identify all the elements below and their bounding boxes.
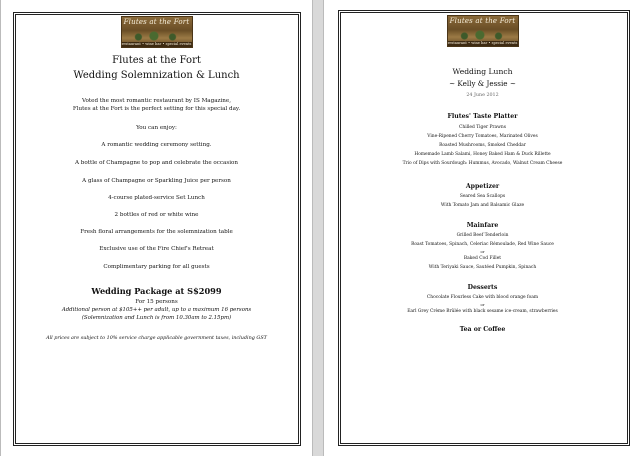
left-logo: [121, 16, 193, 48]
price-footnote: All prices are subject to 10% service charge applicable government taxes, including GST: [46, 335, 267, 341]
section-heading: Mainfare: [466, 222, 499, 229]
menu-item: With Teriyaki Sauce, Sautéed Pumpkin, Spinach: [428, 265, 537, 270]
feature-item: 4-course plated-service Set Lunch: [108, 195, 205, 201]
menu-item: Roast Tomatoes, Spinach, Celeriac Rémoulade, Red Wine Sauce: [411, 242, 554, 247]
section-heading: Appetizer: [465, 183, 500, 190]
feature-item: Fresh floral arrangements for the solemnization table: [80, 229, 233, 235]
intro-line-1: Voted the most romantic restaurant by IS Magazine,: [82, 98, 231, 104]
menu-item: Trio of Dips with Sourdough: Hummus, Avocado, Walnut Cream Cheese: [402, 161, 563, 166]
intro-line-2: Flutes at the Fort is the perfect setting for this special day.: [72, 106, 241, 112]
feature-item: 2 bottles of red or white wine: [114, 212, 199, 218]
right-page: [323, 0, 640, 456]
menu-item: Earl Grey Crème Brûlée with black sesame ice-cream, strawberries: [407, 309, 558, 314]
logo-title: Flutes at the Fort: [123, 18, 190, 26]
right-logo: [447, 15, 519, 47]
section-heading: Desserts: [467, 284, 498, 291]
package-time: (Solemnization and Lunch is from 10.30am to 2.15pm): [81, 315, 232, 321]
couple-names: ~ Kelly & Jessie ~: [449, 79, 516, 88]
logo-trees-image: [126, 31, 188, 41]
menu-title: Wedding Lunch: [452, 67, 513, 76]
logo-tagline: restaurant • wine bar • special events: [447, 41, 518, 45]
package-for: For 15 persons: [135, 299, 178, 305]
menu-item: With Tomato Jam and Balsamic Glaze: [440, 203, 525, 208]
logo-title: Flutes at the Fort: [449, 17, 516, 25]
feature-item: A romantic wedding ceremony setting.: [101, 142, 212, 148]
menu-item: Chocolate Flourless Cake with blood orange foam: [426, 295, 539, 300]
menu-item: Roasted Mushrooms, Smoked Cheddar: [439, 143, 526, 148]
feature-item: Complimentary parking for all guests: [103, 264, 210, 270]
left-subheading: Wedding Solemnization & Lunch: [73, 70, 240, 81]
feature-item: A glass of Champagne or Sparkling Juice per person: [82, 178, 231, 184]
left-page: [0, 0, 313, 456]
package-title: Wedding Package at S$2099: [91, 286, 222, 296]
feature-item: Exclusive use of the Fire Chief's Retreat: [99, 246, 214, 252]
section-heading: Flutes' Taste Platter: [447, 113, 518, 120]
menu-item: Baked Cod Fillet: [463, 256, 502, 261]
feature-item: A bottle of Champagne to pop and celebrate the occasion: [74, 160, 239, 166]
menu-item: Seared Sea Scallops: [459, 194, 506, 199]
enjoy-label: You can enjoy:: [136, 125, 177, 131]
or-separator: or: [480, 250, 485, 254]
or-separator: or: [480, 303, 485, 307]
menu-date: 24 June 2012: [466, 93, 499, 98]
menu-item: Vine-Ripened Cherry Tomatoes, Marinated Olives: [427, 134, 538, 139]
menu-item: Homemade Lamb Salami, Honey Baked Ham & Duck Rillette: [414, 152, 551, 157]
logo-tagline: restaurant • wine bar • special events: [121, 42, 192, 46]
section-heading: Tea or Coffee: [459, 326, 506, 333]
menu-item: Grilled Beef Tenderloin: [456, 233, 509, 238]
package-extra: Additional person at $105++ per adult, up to a maximum 16 persons: [61, 307, 252, 313]
menu-item: Chilled Tiger Prawns: [459, 125, 506, 130]
left-heading: Flutes at the Fort: [112, 55, 201, 66]
logo-trees-image: [452, 30, 514, 40]
